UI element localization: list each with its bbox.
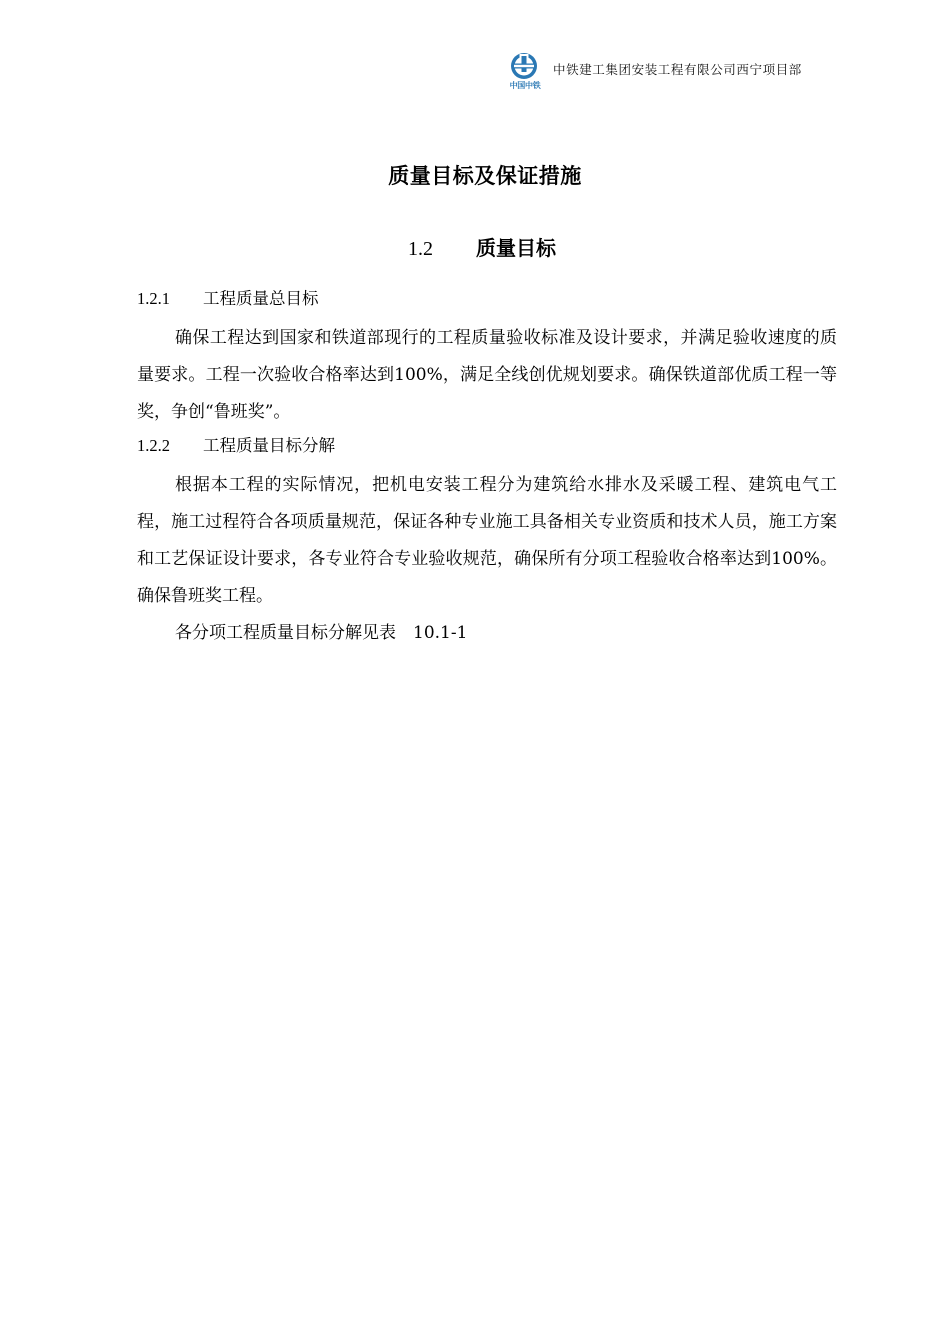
subsection-number: 1.2.2 bbox=[137, 436, 170, 455]
document-body bbox=[137, 284, 837, 652]
subsection-number: 1.2.1 bbox=[137, 289, 170, 308]
table-reference: 各分项工程质量目标分解见表 10.1-1 bbox=[175, 623, 468, 643]
section-title: 质量目标 bbox=[476, 236, 556, 260]
subsection-heading bbox=[137, 431, 837, 467]
logo-caption: 中国中铁 bbox=[509, 81, 541, 90]
document-title: 质量目标及保证措施 bbox=[388, 164, 582, 188]
section-heading bbox=[408, 232, 556, 261]
paragraph: 确保工程达到国家和铁道部现行的工程质量验收标准及设计要求，并满足验收速度的质量要求。工程一次验收合格率达到100%，满足全线创优规划要求。确保铁道部优质工程一等奖，争创“鲁班奖”。 bbox=[137, 328, 837, 422]
company-name: 中铁建工集团安装工程有限公司西宁项目部 bbox=[553, 62, 802, 77]
page-header bbox=[505, 52, 802, 92]
subsection-title: 工程质量总目标 bbox=[203, 289, 319, 308]
subsection-title: 工程质量目标分解 bbox=[203, 436, 335, 455]
crec-logo-icon bbox=[505, 52, 543, 82]
paragraph: 根据本工程的实际情况，把机电安装工程分为建筑给水排水及采暖工程、建筑电气工程，施工过程符合各项质量规范，保证各种专业施工具备相关专业资质和技术人员，施工方案和工艺保证设计要求，各专业符合专业验收规范，确保所有分项工程验收合格率达到100%。确保鲁班奖工程。 bbox=[137, 475, 837, 606]
company-logo bbox=[505, 52, 543, 92]
subsection-heading bbox=[137, 284, 837, 320]
section-number: 1.2 bbox=[408, 238, 433, 260]
